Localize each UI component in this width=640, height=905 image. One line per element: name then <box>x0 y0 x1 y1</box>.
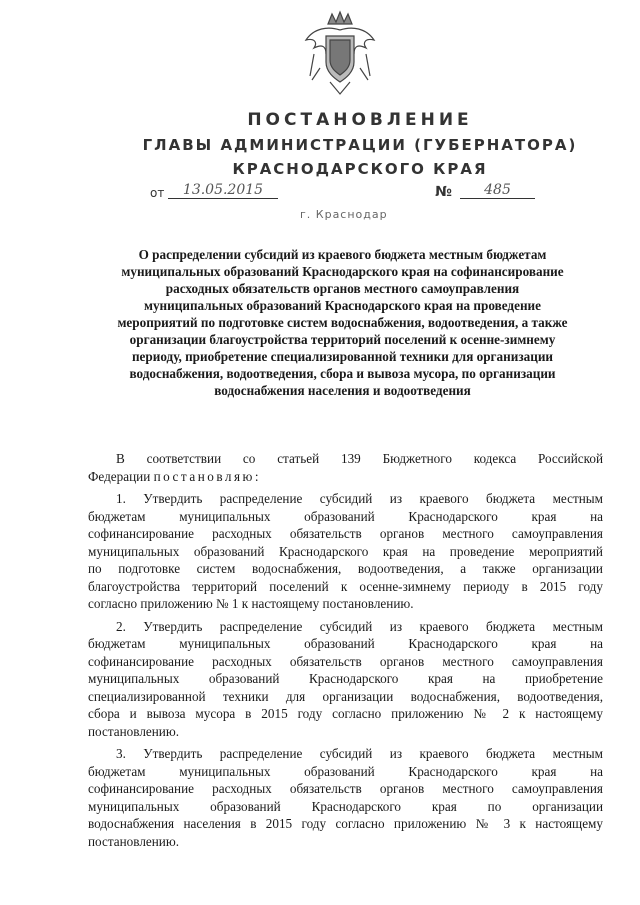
document-date: 13.05.2015 <box>168 182 278 199</box>
body-line: согласно приложению № 1 к настоящему постановлению. <box>88 596 414 611</box>
body-line: 3. Утвердить распределение субсидий из краевого бюджета местным <box>116 746 603 761</box>
title-line: расходных обязательств органов местного самоуправления <box>165 281 520 296</box>
body-line: 1. Утвердить распределение субсидий из краевого бюджета местным <box>116 491 603 506</box>
body-line: сбора и вывоза мусора в 2015 году согласно приложению № 2 к настоящему <box>88 706 603 721</box>
from-label: от <box>150 186 165 200</box>
body-line: муниципальных образований Краснодарского края на приобретение <box>88 671 603 686</box>
body-line: 2. Утвердить распределение субсидий из краевого бюджета местным <box>116 618 603 634</box>
document-number: 485 <box>460 182 535 199</box>
title-line: организации благоустройства территорий поселений к осенне-зимнему <box>129 332 556 347</box>
coat-of-arms-emblem <box>300 10 380 98</box>
body-line: муниципальных образований Краснодарского края на проведение мероприятий <box>88 543 603 559</box>
title-line: периоду, приобретение специализированной техники для организации <box>131 349 554 364</box>
issuer-heading: ГЛАВЫ АДМИНИСТРАЦИИ (ГУБЕРНАТОРА) <box>142 136 578 154</box>
intro-federation: Федерации <box>88 468 151 484</box>
body-line: бюджетам муниципальных образований Краснодарского края на <box>88 636 603 651</box>
document-title <box>80 246 605 399</box>
body-line: бюджетам муниципальных образований Краснодарского края на <box>88 763 603 779</box>
body-line: софинансирование расходных обязательств органов местного самоуправления <box>88 781 603 796</box>
body-line: по подготовке систем водоснабжения, водоотведения, а также организации <box>88 561 603 576</box>
body-line: специализированной техники для организации водоснабжения, водоотведения, <box>88 688 603 704</box>
paragraph-3 <box>88 745 603 850</box>
body-line <box>88 468 603 486</box>
title-line: мероприятий по подготовке систем водоснабжения, водоотведения, а также <box>117 315 568 330</box>
paragraph-2 <box>88 618 603 741</box>
title-line: водоснабжения, водоотведения, сбора и вывоза мусора, по организации <box>129 366 556 381</box>
body-line: водоснабжения населения в 2015 году согласно приложению № 3 к настоящему <box>88 816 603 831</box>
number-label: № <box>435 184 452 200</box>
date-number-row <box>150 184 550 206</box>
body-line: В соответствии со статьей 139 Бюджетного кодекса Российской <box>116 451 603 466</box>
body-line: постановлению. <box>88 833 180 849</box>
title-line: О распределении субсидий из краевого бюджета местным бюджетам <box>138 247 547 262</box>
body-line: муниципальных образований Краснодарского края по организации <box>88 798 603 814</box>
title-line: муниципальных образований Краснодарского края на проведение <box>143 298 542 313</box>
body-line: постановлению. <box>88 723 180 739</box>
resolve-word: постановляю: <box>153 468 262 484</box>
city-label: г. Краснодар <box>300 208 388 221</box>
body-line: бюджетам муниципальных образований Краснодарского края на <box>88 508 603 524</box>
intro-paragraph <box>88 450 603 485</box>
body-line: благоустройства территорий поселений к осенне-зимнему периоду в 2015 году <box>88 578 603 594</box>
region-heading: КРАСНОДАРСКОГО КРАЯ <box>232 160 488 178</box>
title-line: муниципальных образований Краснодарского края на софинансирование <box>121 264 564 279</box>
body-line: софинансирование расходных обязательств органов местного самоуправления <box>88 526 603 541</box>
title-line: водоснабжения населения и водоотведения <box>214 383 471 398</box>
document-type-heading: ПОСТАНОВЛЕНИЕ <box>247 110 473 130</box>
body-line: софинансирование расходных обязательств органов местного самоуправления <box>88 653 603 669</box>
document-body <box>88 450 603 850</box>
paragraph-1 <box>88 490 603 613</box>
